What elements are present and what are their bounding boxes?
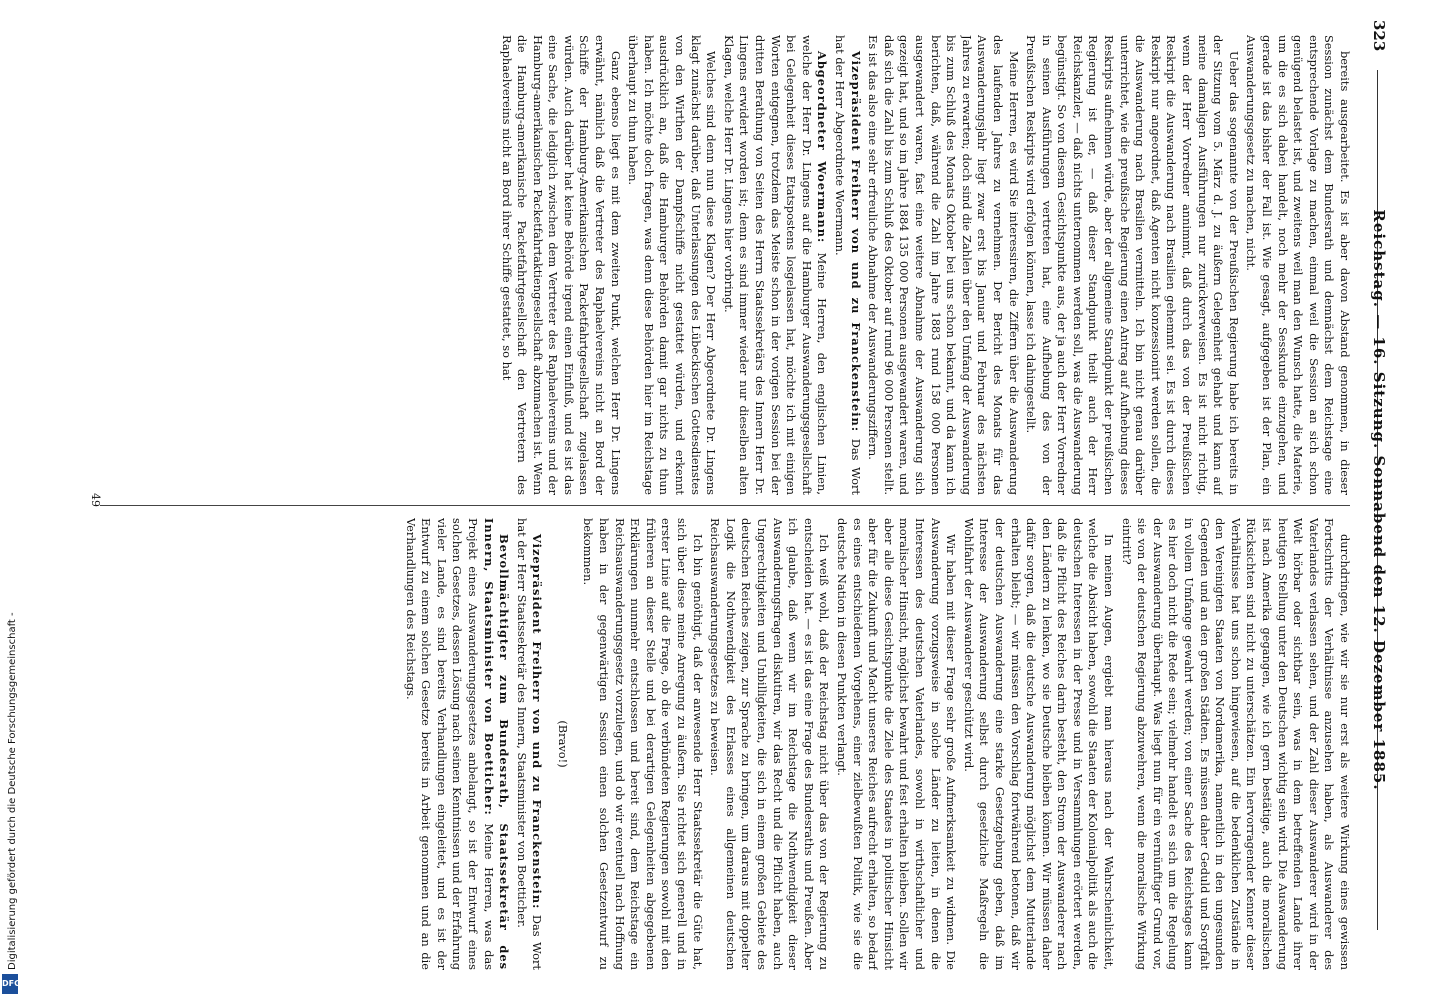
paragraph: In meinen Augen, ergiebt man hieraus nach der Wahrscheinlichkeit, welche die Absicht haben, sowohl die Staaten der Kolonialpolitik als auch die deutschen Interessen in der Presse und in Versammlungen erörtert werden, daß die Pflicht des Reiches darin besteht, den Strom der Auswanderer nach den Ländern zu lenken, wo sie Deutsche bleiben können. Wir müssen daher dafür sorgen, daß die deutsche Auswanderung möglichst dem Mutterlande erhalten bleibt; — wir müssen den Vorschlag fortwährend betonen, daß wir der deutschen Auswanderung eine starke Gesetzgebung geben, daß im Interesse der Auswanderung selbst durch gesetzliche Maßregeln die Wohlfahrt der Auswanderer geschützt wird. [961, 518, 1117, 970]
paragraph: Ganz ebenso liegt es mit dem zweiten Punkt, welchen Herr Dr. Lingens erwähnt, nämlich daß die Vertreter des Raphaelvereins nicht an Bord der Schiffe der Hamburg-Amerikanischen Packetfahrtgesellschaft zugelassen würden. Auch darüber hat keine Behörde irgend einen Einfluß, und es ist das eine Sache, die lediglich zwischen dem Vertreter des Raphaelvereins und der Hamburg-amerikanischen Packetfahrtaktiengesellschaft abzumachen ist. Wenn die Hamburg-amerikanische Packetfahrtgesellschaft den Vertretern des Raphaelvereins nicht an Bord ihrer Schiffe gestattet, so hat [499, 35, 623, 495]
speech-text: Meine Herren, was das Projekt eines Auswanderungsgesetzes anbelangt, so ist der Entwurf eines solchen Gesetzes, dessen Lösung nach seinen Kenntnissen und der Erfahrung vieler Lande, es sind bereits Verhandlungen eingeleitet, und es ist der Entwurf zu einem solchen Gesetze bereits in Arbeit genommen und an die Verhandlungen des Reichstags. [403, 518, 496, 970]
paragraph: Wir haben mit dieser Frage sehr große Aufmerksamkeit zu widmen. Die Auswanderung vorzugsweise in solche Länder zu leiten, in denen die Interessen des deutschen Vaterlandes, sowohl in wirthschaftlicher und moralischer Hinsicht, möglichst bewahrt und fest erhalten bleiben. Sollen wir aber alle diese Gesichtspunkte die Ziele des Staates in politischer Hinsicht aber für die Zukunft und Macht unseres Reiches aufrecht erhalten, so bedarf es eines entschiedenen Vorgehens, einer zielbewußten Politik, wie sie die deutsche Nation in diesen Punkten verlangt. [835, 518, 959, 970]
speaker-name: Bevollmächtigter zum Bundesrath, Staatssekretär des Innern, Staatsminister von Boetticher: [481, 518, 512, 970]
page-title: Reichstag. — 16. Sitzung. Sonnabend den 12. Dezember 1885. [1370, 209, 1388, 791]
speech-text: Meine Herren, den englischen Linien, welche der Herr Dr. Lingens auf die Hamburger Auswanderungsgesellschaft bei Gelegenheit dieses Etatspostens losgelassen hat, möchte ich mit einigen Worten entgegnen, trotzdem das Meiste schon in der vorigen Session bei der dritten Berathung von Seiten des Herrn Staatssekretärs des Innern Herr Dr. Lingens erwidert worden ist; denn es sind immer wieder nur dieselben alten Klagen, welche Herr Dr. Lingens hier vorbringt. [721, 35, 830, 495]
right-column [92, 518, 1352, 970]
paragraph: Ich bin genöthigt, daß der anwesende Herr Staatssekretär die Güte hat, sich über diese meine Anregung zu äußern. Sie richtet sich generell und in erster Linie auf die Frage, ob die verbündeten Regierungen sowohl mit den früheren an dieser Stelle und bei derartigen Gelegenheiten abgegebenen Erklärungen nunmehr entschlossen und bereit sind, dem Reichstage ein Reichsauswanderungsgesetz vorzulegen, und ob wir eventuell nach Hoffnung haben in der gegenwärtigen Session einen solchen Gesetzentwurf zu bekommen. [581, 518, 705, 970]
speaker-name: Vizepräsident Freiherr von und zu Franckenstein: [848, 51, 863, 433]
applause-note: (Bravo!) [555, 720, 570, 768]
speaker-paragraph [513, 518, 544, 970]
speaker-name: Abgeordneter Woermann: [815, 51, 830, 244]
paragraph: Meine Herren, es wird Sie interessiren, die Ziffern über die Auswanderung des laufenden Jahres zu vernehmen. Der Bericht des Monats für das Auswanderungsjahr liegt zwar erst bis Januar und Februar des nächsten Jahres zu erwarten; doch sind die Zahlen über den Umfang der Auswanderung bis zum Schluß des Monats Oktober bei uns schon bekannt, und da kann ich berichten, daß, während die Zahl im Jahre 1883 rund 158 000 Personen ausgewandert waren, fast eine weitere Abnahme der Auswanderung sich gezeigt hat, und so im Jahre 1884 135 000 Personen ausgewandert waren, und daß sich die Zahl bis zum Schluß des Oktober auf rund 96 000 Personen stellt. Es ist das also eine sehr erfreuliche Abnahme der Auswanderungsziffern. [866, 35, 1021, 495]
paragraph: Ich weiß wohl, daß der Reichstag nicht über das von der Regierung zu entscheiden hat. — es ist das eine Frage des Bundesraths und Preußen. Aber ich glaube, daß wenn wir im Reichstage die Nothwendigkeit dieser Auswanderungsfragen diskutiren, wir das Recht und die Pflicht haben, auch Ungerechtigkeiten und Unbilligkeiten, die sich in einem großen Gebiete des deutschen Reiches zeigen, zur Sprache zu bringen, um daraus mit doppelter Logik die Nothwendigkeit des Erlasses eines allgemeinen deutschen Reichsauswanderungsgesetzes zu beweisen. [708, 518, 832, 970]
credit-text: Digitalisierung gefördert durch die Deutsche Forschungsgemeinschaft - [7, 612, 18, 970]
scanned-page [10, 0, 1410, 1000]
speaker-paragraph [720, 35, 829, 495]
column-divider [100, 505, 1350, 506]
digitization-credit [0, 0, 22, 1000]
speaker-name: Vizepräsident Freiherr von und zu Franckenstein: [530, 534, 545, 910]
page-header [1364, 0, 1388, 1000]
paragraph: Welches sind denn nun diese Klagen? Der Herr Abgeordnete Dr. Lingens klagt zunächst darüber, daß Unterlassungen des Lübeckischen Gottesdienstes von den Wirthen der Dampfschiffe nicht gestattet würden, und erkennt ausdrücklich an, daß die Hamburger Behörden damit gar nichts zu thun haben. Ich möchte doch fragen, was denn diese Behörden hier im Reichstage überhaupt zu thun haben. [626, 35, 719, 495]
paragraph: durchdringen, wie wir sie nur erst als weitere Wirkung eines gewissen Fortschritts der Verhältnisse anzusehen haben, als Auswanderer des Vaterlandes verlassen sehen, und der Zahl dieser Auswanderer wird in der Welt hörbar oder sichtbar sein, was in dem betreffenden Lande ihrer heutigen Stellung unter den Deutschen wichtig sein wird. Die Auswanderung ist nach Amerika gegangen, wie ich gern bestätige, auch die moralischen Rücksichten sind nicht zu unterschätzen. Ein hervorragender Kenner dieser Verhältnisse hat uns schon hingewiesen, auf die bedenklichen Zustände in den Vereinigten Staaten von Nordamerika, namentlich in den ungesunden Gegenden und an den großen Städten. Es müssen daher Geduld und Sorgfalt in vollem Umfange gewahrt werden; von einer Sache des Reichstages kann es hier doch nicht die Rede sein; vielmehr handelt es sich um die Regelung der Auswanderung überhaupt. Was liegt nun für ein vernünftiger Grund vor, sie von der deutschen Regierung abzuwehren, wenn die moralische Wirkung eintritt? [1119, 518, 1352, 970]
speaker-paragraph [831, 35, 862, 495]
speech-text: Das Wort hat der Herr Abgeordnete Woermann. [833, 35, 863, 495]
left-column [92, 35, 1352, 495]
sheet-number: 49 [89, 493, 102, 507]
dfg-logo: DFG [2, 974, 18, 994]
speech-text: Das Wort hat der Herr Staatssekretär des Innern, Staatsminister von Boetticher. [514, 518, 545, 970]
speaker-paragraph [402, 518, 511, 970]
paragraph: bereits ausgearbeitet. Es ist aber davon Abstand genommen, in dieser Session zunächst dem Bundesrath und demnächst dem Reichstage eine entsprechende Vorlage zu machen, einmal weil die Session an sich schon genügend belastet ist, und zweitens weil man den Wunsch hatte, die Materie, um die es sich dabei handelt, noch mehr der Sesskunde einzugehen, und gerade ist das bisher der Fall ist. Wie gesagt, aufgegeben ist der Plan, ein Auswanderungsgesetz zu machen, nicht. [1244, 35, 1352, 495]
page-number: 323 [1370, 20, 1388, 52]
paragraph: Ueber das sogenannte von der Preußischen Regierung habe ich bereits in der Sitzung vom 5. März d. J. zu äußern Gelegenheit gehabt und kann auf meine damaligen Ausführungen nur zurückverweisen. Es ist nicht richtig, wenn der Herr Vorredner annimmt, daß durch das von der Preußischen Reskript die Auswanderung nach Brasilien gehemmt sei. Es ist durch dieses Reskript nur angeordnet, daß Agenten nicht konzessionirt werden sollen, die die Auswanderung nach Brasilien vermitteln. Ich bin nicht genau darüber unterrichtet, wie die preußische Regierung einen Antrag auf Aufhebung dieses Reskripts aufnehmen würde, aber der allgemeine Standpunkt der preußischen Regierung ist der, — daß dieser Standpunkt theilt auch der Herr Reichskanzler, — daß nichts unternommen werden soll, was die Auswanderung begünstigt. So von diesem Gesichtspunkte aus, der ja auch der Herr Vorredner in seinen Ausführungen vertreten hat, eine Aufhebung des von der Preußischen Reskripts wird erfolgen können, lasse ich dahingestellt. [1024, 35, 1241, 495]
